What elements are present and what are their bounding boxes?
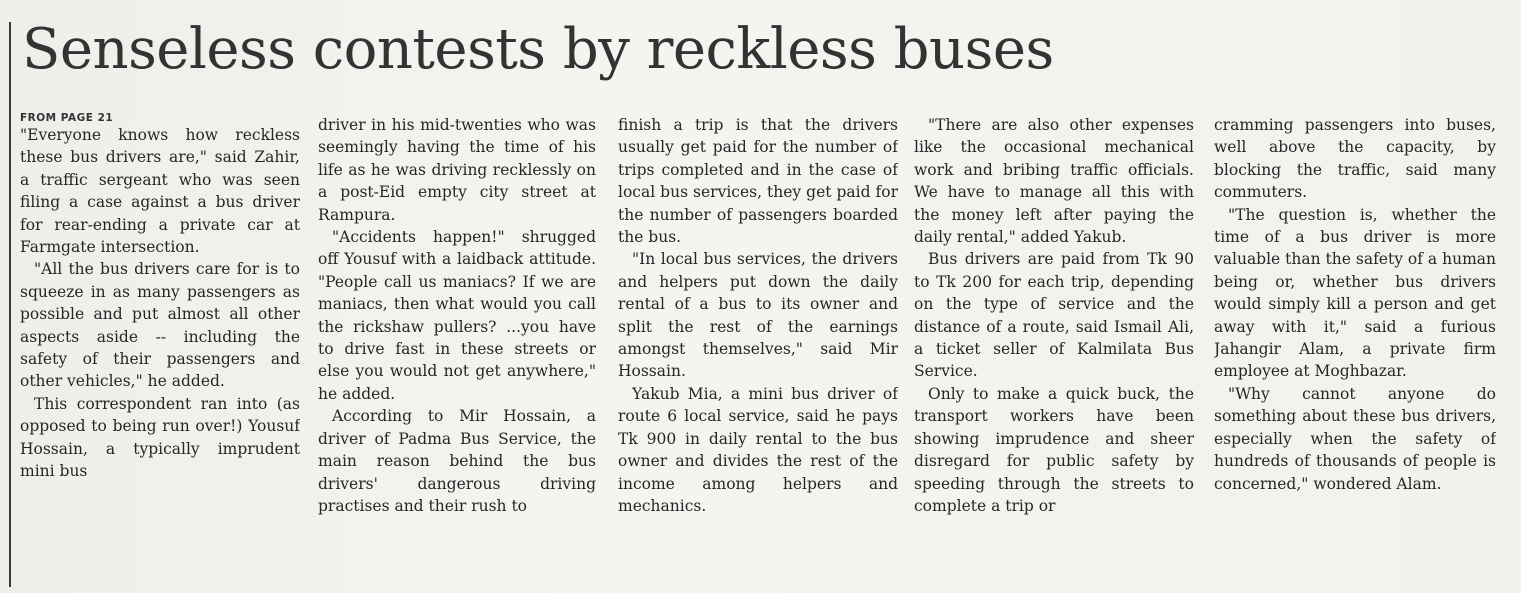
paragraph: "In local bus services, the drivers and helpers put down the daily rental of a bus to its owner and split the rest of the earnings amongst themselves," said Mir Hossain. bbox=[618, 250, 898, 381]
paragraph: "The question is, whether the time of a bus driver is more valuable than the safety of a human being or, whether bus drivers would simply kill a person and get away with it," said a furious Jahangir Alam, a private firm employee at Moghbazar. bbox=[1214, 205, 1496, 381]
paragraph: Only to make a quick buck, the transport workers have been showing imprudence and sheer disregard for public safety by speeding through the streets to complete a trip or bbox=[914, 384, 1194, 515]
paragraph: finish a trip is that the drivers usually get paid for the number of trips completed and in the case of local bus services, they get paid for the number of passengers boarded the bus. bbox=[618, 116, 898, 247]
article-column-5 bbox=[1214, 114, 1496, 584]
paragraph: Bus drivers are paid from Tk 90 to Tk 200 for each trip, depending on the type of service and the distance of a route, said Ismail Ali, a ticket seller of Kalmilata Bus Service. bbox=[914, 250, 1194, 381]
paragraph: "There are also other expenses like the occasional mechanical work and bribing traffic officials. We have to manage all this with the money left after paying the daily rental," added Yakub. bbox=[914, 116, 1194, 247]
column-rule bbox=[9, 22, 11, 587]
article-column-2 bbox=[318, 114, 596, 584]
paragraph: "Everyone knows how reckless these bus drivers are," said Zahir, a traffic sergeant who was seen filing a case against a bus driver for rear-ending a private car at Farmgate intersection. bbox=[20, 126, 300, 257]
paragraph: driver in his mid-twenties who was seemingly having the time of his life as he was driving recklessly on a post-Eid empty city street at Rampura. bbox=[318, 116, 596, 224]
paragraph: According to Mir Hossain, a driver of Padma Bus Service, the main reason behind the bus drivers' dangerous driving practises and their rush to bbox=[318, 407, 596, 515]
paragraph: This correspondent ran into (as opposed to being run over!) Yousuf Hossain, a typically imprudent mini bus bbox=[20, 394, 300, 481]
paragraph: cramming passengers into buses, well above the capacity, by blocking the traffic, said many commuters. bbox=[1214, 116, 1496, 202]
paragraph: Yakub Mia, a mini bus driver of route 6 local service, said he pays Tk 900 in daily rental to the bus owner and divides the rest of the income among helpers and mechanics. bbox=[618, 384, 898, 515]
jump-label: FROM PAGE 21 bbox=[20, 112, 114, 124]
paragraph: "Accidents happen!" shrugged off Yousuf with a laidback attitude. "People call us maniacs? If we are maniacs, then what would you call the rickshaw pullers? ...you have to drive fast in these streets or else you would not get anywhere," he added. bbox=[318, 228, 596, 403]
article-column-4 bbox=[914, 114, 1194, 584]
paragraph: "All the bus drivers care for is to squeeze in as many passengers as possible and put almost all other aspects aside -- including the safety of their passengers and other vehicles," he added. bbox=[20, 260, 300, 391]
headline: Senseless contests by reckless buses bbox=[22, 17, 1054, 82]
article-column-3 bbox=[618, 114, 898, 584]
article-column-1 bbox=[20, 112, 300, 582]
paragraph: "Why cannot anyone do something about these bus drivers, especially when the safety of hundreds of thousands of people is concerned," wondered Alam. bbox=[1214, 384, 1496, 493]
page-edge-scan-artifacts bbox=[1497, 0, 1521, 593]
